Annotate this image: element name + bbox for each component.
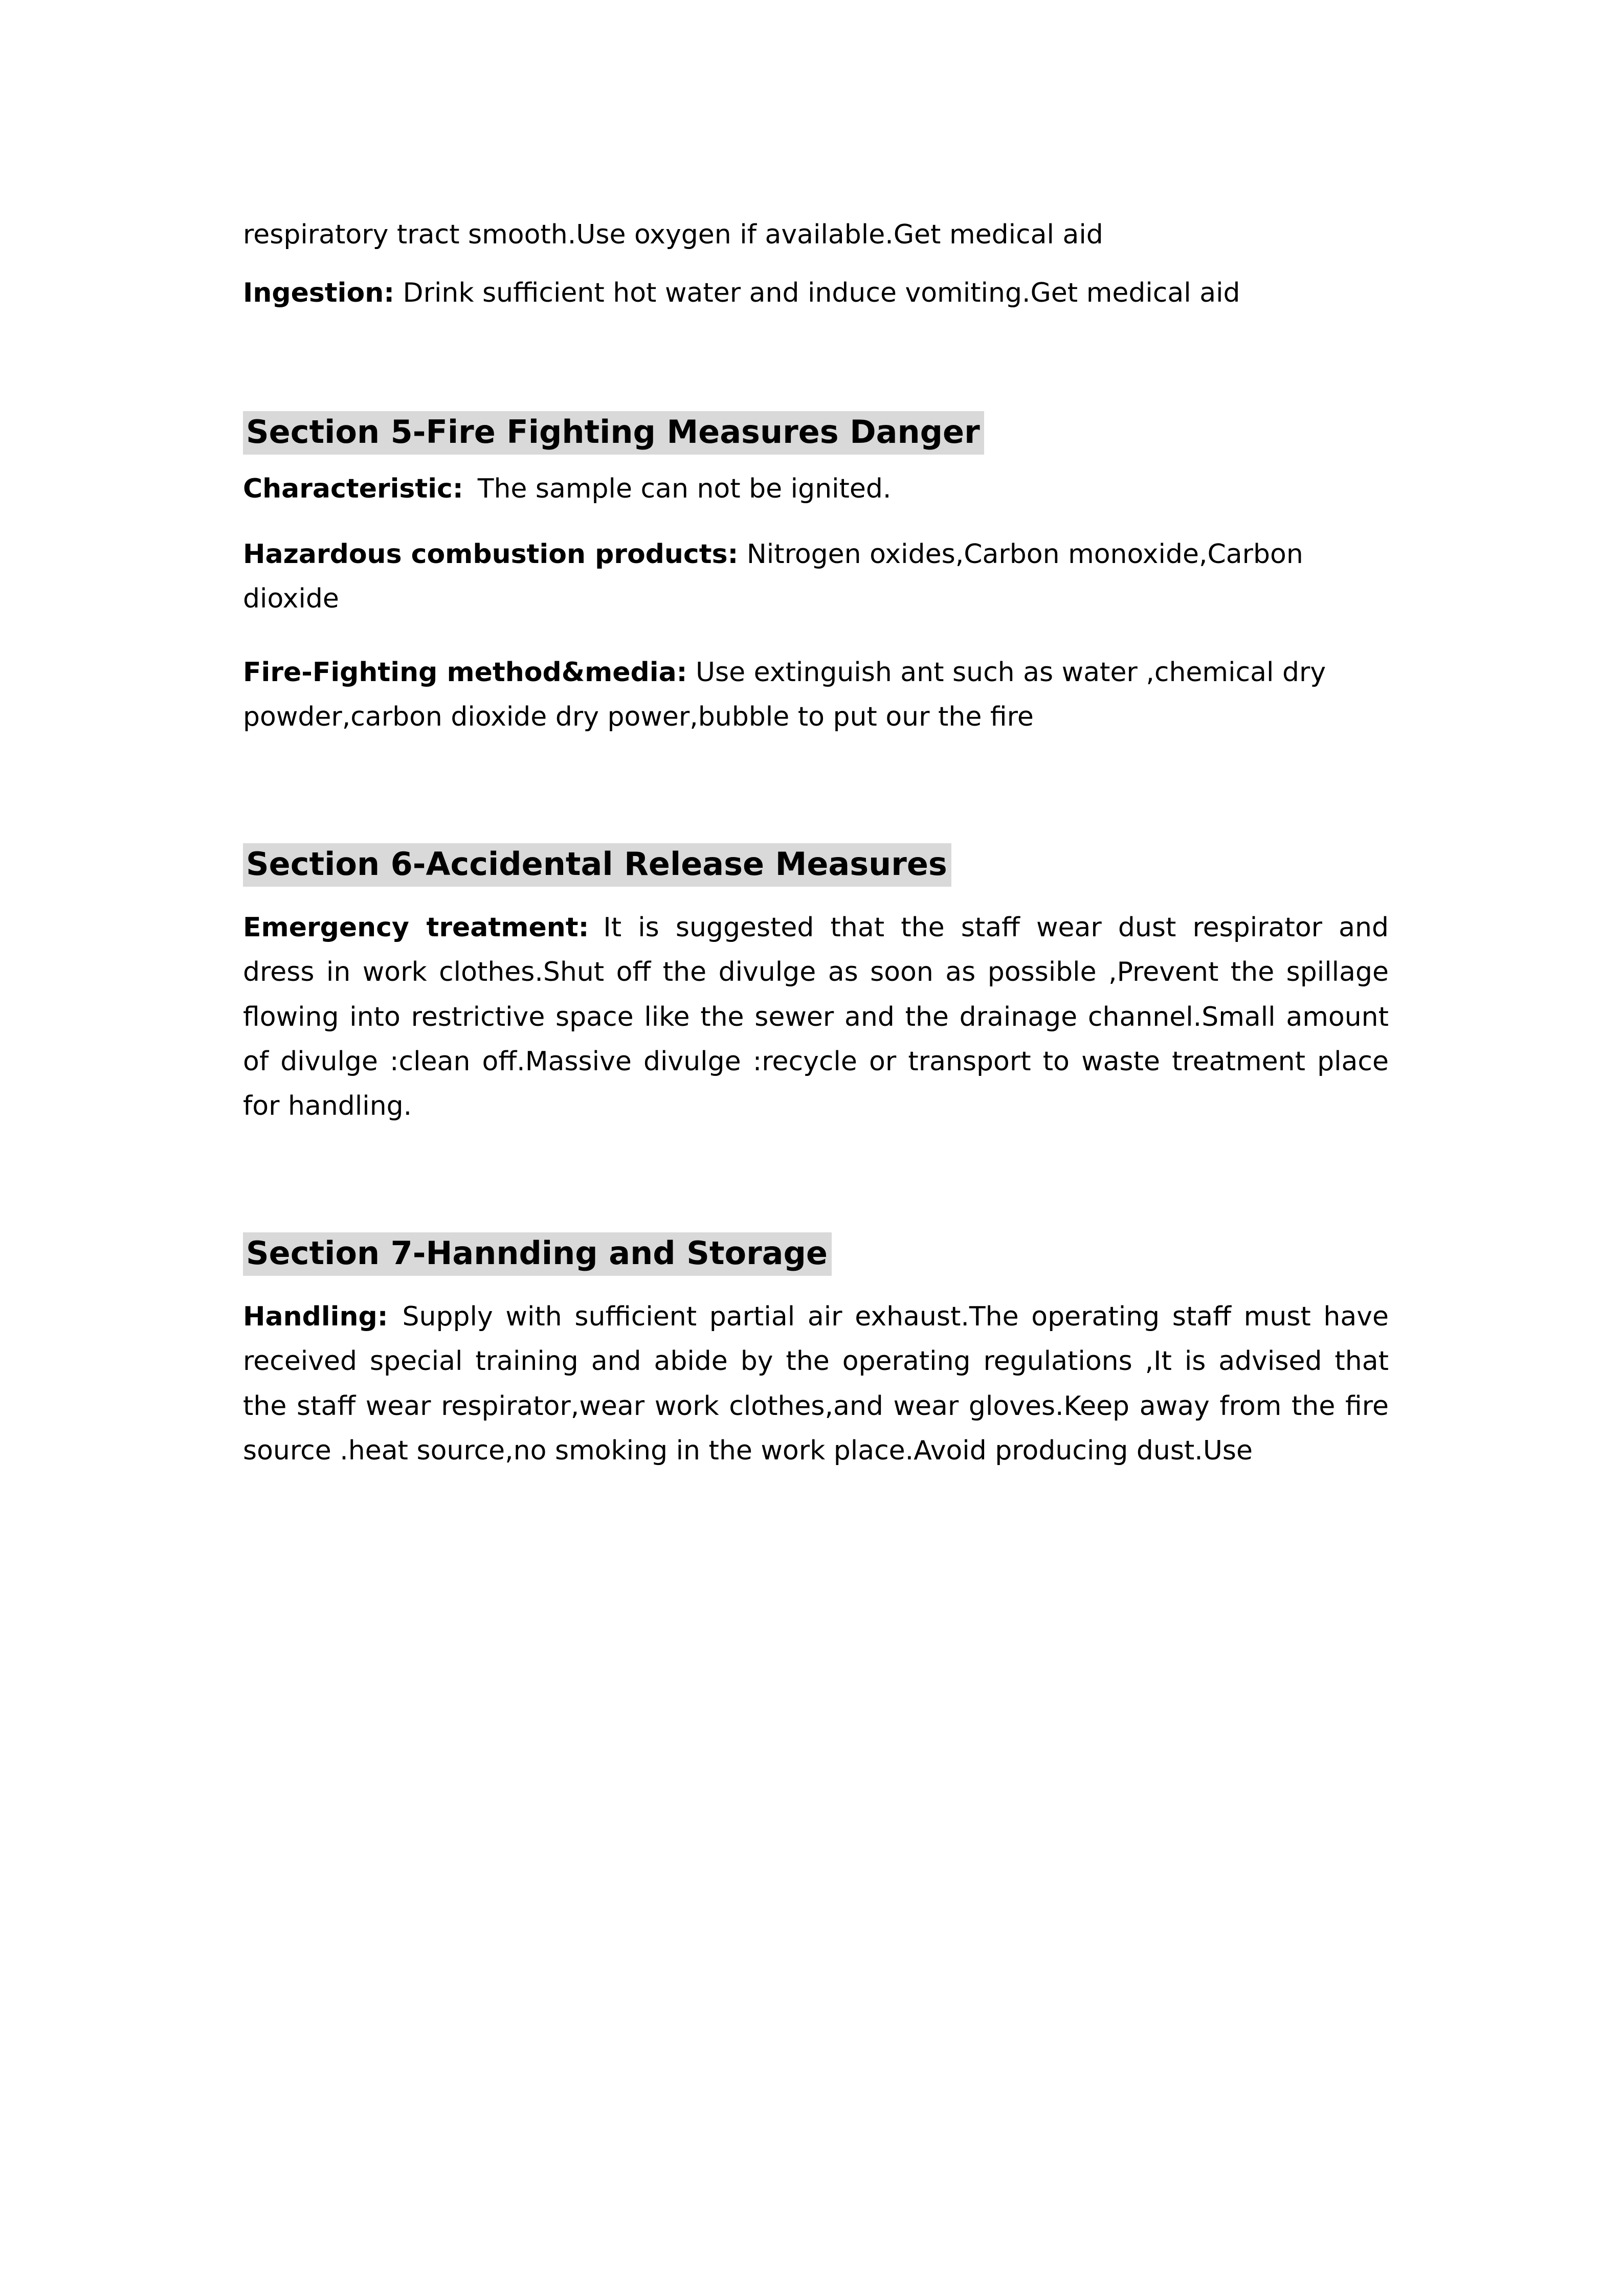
section-5-heading	[243, 413, 1389, 451]
ingestion-label: Ingestion:	[243, 278, 395, 309]
hazardous-combustion-text: Nitrogen oxides,Carbon monoxide,Carbon dioxide	[243, 539, 1303, 615]
firefighting-method-label: Fire-Fighting method&media:	[243, 657, 687, 688]
section-7-heading-text: Section 7-Hannding and Storage	[243, 1232, 832, 1276]
emergency-treatment-label: Emergency treatment:	[243, 912, 589, 943]
inhalation-tail-text: respiratory tract smooth.Use oxygen if available.Get medical aid	[243, 219, 1103, 250]
section-7-heading	[243, 1234, 1389, 1272]
emergency-treatment-text: It is suggested that the staff wear dust respirator and dress in work clothes.Shut off the divulge as soon as possible ,Prevent the spillage flowing into restrictive space like the sewer and the drainage channel.Small amount of divulge :clean off.Massive divulge :recycle or transport to waste treatment place for handling.	[243, 912, 1389, 1122]
characteristic-label: Characteristic:	[243, 473, 463, 504]
paragraph-hazardous-combustion	[243, 532, 1389, 622]
hazardous-combustion-label: Hazardous combustion products:	[243, 539, 739, 570]
section-5-heading-text: Section 5-Fire Fighting Measures Danger	[243, 411, 984, 455]
handling-label: Handling:	[243, 1301, 388, 1333]
firefighting-method-text: Use extinguish ant such as water ,chemical dry powder,carbon dioxide dry power,bubble to put our the fire	[243, 657, 1326, 733]
paragraph-inhalation-tail	[243, 220, 1389, 250]
ingestion-text: Drink sufficient hot water and induce vomiting.Get medical aid	[394, 278, 1240, 309]
characteristic-text: The sample can not be ignited.	[477, 473, 892, 504]
paragraph-characteristic	[243, 474, 1389, 504]
section-6-heading-text: Section 6-Accidental Release Measures	[243, 843, 951, 887]
paragraph-emergency-treatment	[243, 906, 1389, 1129]
spacer	[243, 336, 1389, 413]
spacer	[243, 769, 1389, 845]
section-6-heading	[243, 845, 1389, 883]
spacer	[243, 1158, 1389, 1234]
paragraph-handling	[243, 1295, 1389, 1473]
paragraph-ingestion	[243, 278, 1389, 308]
handling-text: Supply with sufficient partial air exhaust.The operating staff must have received special training and abide by the operating regulations ,It is advised that the staff wear respirator,wear work clothes,and wear gloves.Keep away from the fire source .heat source,no smoking in the work place.Avoid producing dust.Use	[243, 1301, 1389, 1467]
paragraph-firefighting-method	[243, 650, 1389, 740]
